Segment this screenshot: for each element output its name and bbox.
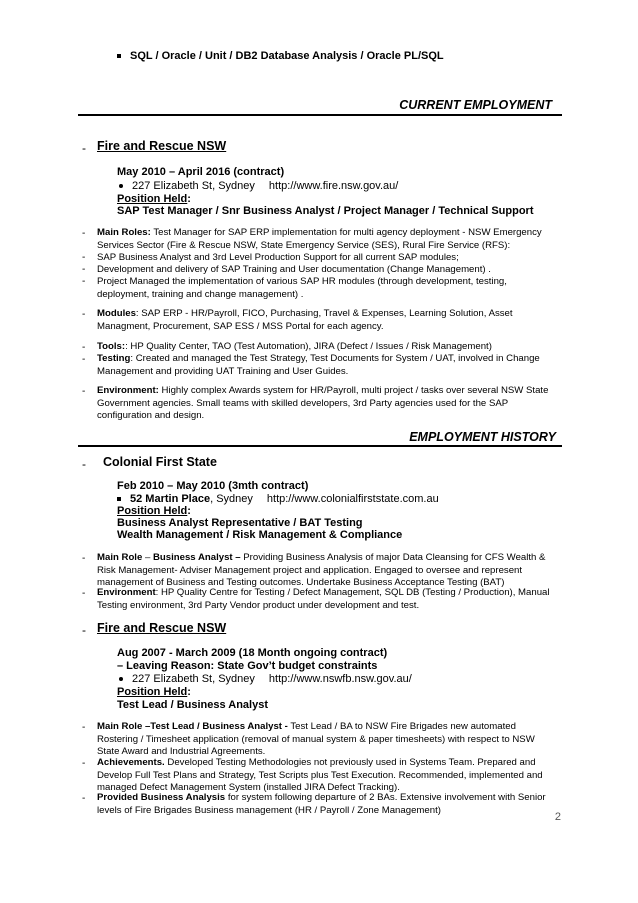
current-address-line: 227 Elizabeth St, Sydney http://www.fire.nsw.gov.au/ (117, 180, 398, 193)
job2-business-analysis: Provided Business Analysis for system following departure of 2 BAs. Extensive involvement with Senior levels of Fire Brigades Business management (HR / Payroll / Zone Management) (97, 792, 546, 816)
job1-position-label: Position Held: (117, 505, 191, 517)
current-dates: May 2010 – April 2016 (contract) (117, 166, 285, 178)
job2-main-role: Main Role –Test Lead / Business Analyst - Test Lead / BA to NSW Fire Brigades new automated Rostering / Timesheet application (removal of manual system & paper timesheets) with respect to NSW State Award and Industrial Agreements. (97, 721, 535, 758)
job1-position-1: Business Analyst Representative / BAT Testing (117, 517, 363, 529)
job2-position: Test Lead / Business Analyst (117, 699, 268, 711)
current-url: http://www.fire.nsw.gov.au/ (268, 180, 399, 192)
history-employer-1: Colonial First State (103, 455, 217, 469)
job1-url: http://www.colonialfirststate.com.au (266, 493, 439, 505)
current-environment: Environment: Highly complex Awards system for HR/Payroll, multi project / tasks over several NSW State Government agencies. Small teams with skilled developers, 3rd Party agencies used for the SAP configuration and design. (97, 385, 549, 422)
job2-address-line: 227 Elizabeth St, Sydney http://www.nswfb.nsw.gov.au/ (117, 673, 412, 686)
current-tools: Tools:: HP Quality Center, TAO (Test Automation), JIRA (Defect / Issues / Risk Management) (97, 341, 492, 352)
square-bullet-icon (117, 497, 121, 501)
section-divider (78, 114, 562, 116)
current-position: SAP Test Manager / Snr Business Analyst / Project Manager / Technical Support (117, 205, 534, 217)
current-item: SAP Business Analyst and 3rd Level Production Support for all current SAP modules; (97, 252, 459, 263)
current-employment-header: CURRENT EMPLOYMENT (399, 98, 552, 112)
skills-bullet: SQL / Oracle / Unit / DB2 Database Analysis / Oracle PL/SQL (117, 50, 444, 63)
section-divider (78, 445, 562, 447)
round-bullet-icon (119, 677, 123, 681)
current-main-roles: Main Roles: Test Manager for SAP ERP implementation for multi agency deployment - NSW Emergency Services Sector (Fire & Rescue NSW, State Emergency Service (SES), Rural Fire Service (RFS): (97, 227, 542, 251)
current-testing: Testing: Created and managed the Test Strategy, Test Documents for System / UAT, involved in Change Management and providing UAT Training and User Guides. (97, 353, 540, 377)
job1-environment: Environment: HP Quality Centre for Testing / Defect Management, SQL DB (Testing / Production), Manual Testing environment, 3rd Party Vendor product under development and test. (97, 587, 550, 611)
job1-dates: Feb 2010 – May 2010 (3mth contract) (117, 480, 309, 492)
job1-position-2: Wealth Management / Risk Management & Compliance (117, 529, 403, 541)
job1-address-line: 52 Martin Place, Sydney http://www.colonialfirststate.com.au (117, 493, 439, 506)
employment-history-header: EMPLOYMENT HISTORY (409, 430, 556, 444)
job2-dates: Aug 2007 - March 2009 (18 Month ongoing contract) (117, 647, 388, 659)
current-modules: Modules: SAP ERP - HR/Payroll, FICO, Purchasing, Travel & Expenses, Learning Solution, Asset Managment, Procurement, SAP ESS / MSS Portal for each agency. (97, 308, 513, 332)
round-bullet-icon (119, 184, 123, 188)
dash-marker: - (82, 141, 86, 155)
current-item: Project Managed the implementation of various SAP HR modules (through development, testing, deployment, training and change management) . (97, 276, 507, 300)
job2-position-label: Position Held: (117, 686, 191, 698)
square-bullet-icon (117, 54, 121, 58)
current-item: Development and delivery of SAP Training and User documentation (Change Management) . (97, 264, 491, 275)
job1-main-role: Main Role – Business Analyst – Providing Business Analysis of major Data Cleansing for CFS Wealth & Risk Management- Adviser Management project and application. Engaged to oversee and represent management of Business and Testing outcomes. Undertake Business Acceptance Testing (BAT) (97, 552, 546, 589)
page-number: 2 (554, 811, 561, 823)
current-position-label: Position Held: (117, 193, 191, 205)
history-employer-2: Fire and Rescue NSW (97, 621, 227, 635)
job2-leaving-reason: – Leaving Reason: State Gov’t budget constraints (117, 660, 378, 672)
current-employer: Fire and Rescue NSW (97, 139, 227, 153)
job2-url: http://www.nswfb.nsw.gov.au/ (268, 673, 412, 685)
job2-achievements: Achievements. Developed Testing Methodologies not previously used in Systems Team. Prepared and Develop Full Test Plans and Strategy, Test Scripts plus Test Execution. Recommended, implemented and managed Defect Management System (installed JIRA Defect Tracking). (97, 757, 543, 794)
